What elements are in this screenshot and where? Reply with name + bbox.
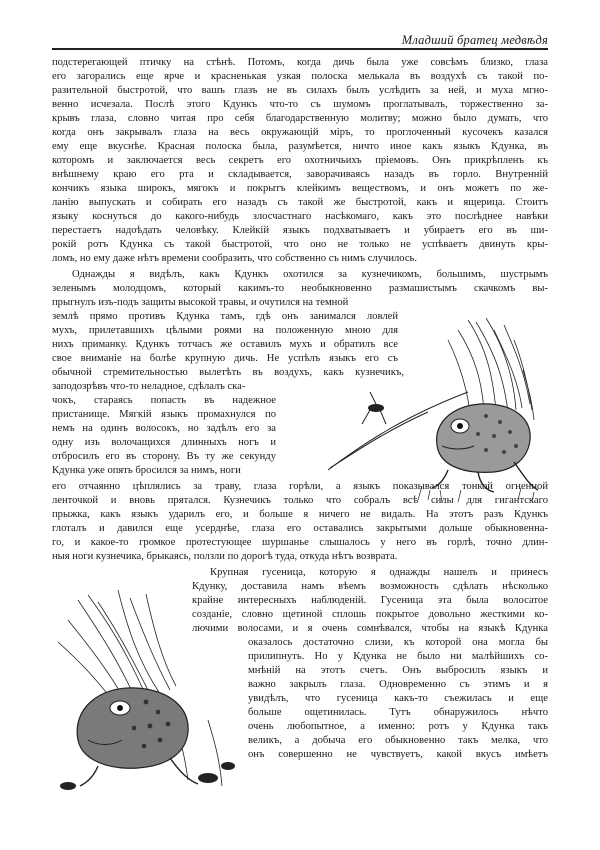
- text-line: больше ощетинилась. Тутъ обнаружилось нѣчто: [248, 707, 548, 718]
- text-line: Кдунку, доставила намъ вѣемъ возможность сдѣлать нѣсколько: [192, 581, 548, 592]
- header-title: Младший братец медвѣдя: [401, 33, 548, 47]
- text-line: го, и какое-то громкое протестующее шуршанье слышалось у него въ горлѣ, точно длин-: [52, 537, 548, 548]
- text-line: перестаетъ надоѣдать человѣку. Клейкій языкъ подхватываетъ и убираетъ его въ ши-: [52, 225, 548, 236]
- text-line: прилипнуть. Но у Кдунка не было ни малѣйшихъ со-: [248, 651, 548, 662]
- header-rule: [52, 48, 548, 50]
- text-line: оказалось достаточно слизи, къ которой она могла бы: [248, 637, 548, 648]
- text-line: отбросилъ его въ сторону. Въ ту же секунду: [52, 451, 276, 462]
- text-line: важно закрылъ глаза. Одновременно съ этимъ и я: [248, 679, 548, 690]
- text-line: внѣшнему краю его рта и складывается, заворачиваясь назадъ въ горло. Внутренній: [52, 169, 548, 180]
- text-line: глоталъ и давился еще усерднѣе, глаза его оставались закрытыми дольше обыкновенна-: [52, 523, 548, 534]
- text-line: зеленымъ молодцомъ, который какимъ-то необыкновенно размашистымъ скачкомъ вы-: [52, 283, 548, 294]
- text-line: свое вниманіе на болѣе крупную дичь. Не успѣлъ языкъ его съ: [52, 353, 398, 364]
- text-line: Крупная гусеница, которую я однажды нашелъ и принесъ: [210, 567, 548, 578]
- text-line: крывъ глаза, словно читая про себя благодарственную молитву; можно было думать, что: [52, 113, 548, 124]
- grasshopper-icon: [362, 392, 386, 424]
- text-line: пристанище. Мягкій языкъ промахнулся по: [52, 409, 276, 420]
- toad-grass-illustration: [58, 590, 248, 795]
- text-line: лючими волосами, и я очень сомнѣвался, чтобы на языкѣ Кдунка: [192, 623, 548, 634]
- text-line: ланію выпускать и собирать его назадъ съ такой же быстротой, какъ и ящерица. Стоитъ: [52, 197, 548, 208]
- text-line: очень любопытное, а именно: ротъ у Кдунка такъ: [248, 721, 548, 732]
- text-line: разительной быстротой, что вашъ глазъ не въ силахъ былъ услѣдить за ней, и муха мгно-: [52, 85, 548, 96]
- text-line: которомъ и заключается весь секретъ его охотничьихъ пріемовъ. Онъ прикрѣпленъ къ: [52, 155, 548, 166]
- text-line: великъ, а добыча его обыкновенно такъ мелка, что: [248, 735, 548, 746]
- text-line: ныя ноги кузнечика, брыкаясь, ползли по дорогѣ туда, откуда нѣтъ возврата.: [52, 551, 398, 562]
- text-line: мухъ, прилетавшихъ цѣлыми роями на положенную мною для: [52, 325, 398, 336]
- text-line: немъ на одинъ волосокъ, но задѣлъ его за: [52, 423, 276, 434]
- toad-icon: [77, 688, 198, 786]
- toad-icon: [432, 404, 538, 492]
- text-line: онъ совершенно не чувствуетъ, какой вкусъ имѣетъ: [248, 749, 548, 760]
- text-line: крайне интересныхъ наблюденій. Гусеница эта была волосатое: [192, 595, 548, 606]
- text-line: ему еще вкуснѣе. Красная полоска была, разумѣется, ничто иное какъ языкъ Кдунка, въ: [52, 141, 548, 152]
- text-line: нихъ приманку. Кдункъ тотчасъ же оставилъ мухъ и обратилъ все: [52, 339, 398, 350]
- text-line: когда онъ закрывалъ глаза на весь окружающій міръ, то проглоченный кусочекъ казался: [52, 127, 548, 138]
- text-line: ломъ, но ему даже нѣтъ времени сообразить, что собственно съ нимъ случилось.: [52, 253, 418, 264]
- text-line: венно исчезала. Послѣ этого Кдункъ что-то съ шумомъ проглатывалъ, торжественно за-: [52, 99, 548, 110]
- text-line: прыгнулъ изъ-подъ защиты высокой травы, и очутился на темной: [52, 297, 349, 308]
- text-line: чокъ, стараясь попасть въ надежное: [52, 395, 276, 406]
- text-line: Однажды я видѣлъ, какъ Кдункъ охотился за кузнечикомъ, большимъ, шустрымъ: [72, 269, 548, 280]
- text-line: кончикъ языка широкъ, мягокъ и покрытъ клейкимъ веществомъ, и онъ можетъ по же-: [52, 183, 548, 194]
- text-line: прыжка, какъ языкъ ударилъ его, и больше я ничего не видалъ. На этотъ разъ Кдункъ: [52, 509, 548, 520]
- text-line: ленточкой и вновь прятался. Кузнечикъ только что собралъ всѣ силы для гигантскаго: [52, 495, 548, 506]
- text-line: созданіе, словно щетиной сплошь покрытое довольно жесткими ко-: [192, 609, 548, 620]
- running-header: [0, 0, 600, 52]
- text-line: его отчаянно цѣплялись за траву, глаза горѣли, а языкъ показывался тонкой огненной: [52, 481, 548, 492]
- text-line: мнѣній на этотъ счетъ. Онъ выбросилъ языкъ и: [248, 665, 548, 676]
- text-line: Кдунка уже опять бросился за нимъ, ноги: [52, 465, 241, 476]
- text-line: подстерегающей птичку на стѣнѣ. Потомъ, когда дичь была уже совсѣмъ близко, глаза: [52, 57, 548, 68]
- text-line: рокій ротъ Кдунка съ такой быстротой, что оно не только не успѣваетъ двинуть кры-: [52, 239, 548, 250]
- ground-grass: [418, 486, 534, 502]
- text-line: одну изъ волочащихся длинныхъ ногъ и: [52, 437, 276, 448]
- text-line: его загорались еще ярче и красненькая узкая полоска мелькала въ воздухѣ съ такой по-: [52, 71, 548, 82]
- text-line: обычной стремительностью вылетѣть въ воздухъ, какъ кузнечикъ,: [52, 367, 404, 378]
- toad-grasshopper-illustration: [318, 300, 550, 508]
- text-line: заподозрѣвъ что-то неладное, сдѣлалъ ска-: [52, 381, 246, 392]
- text-line: землѣ прямо противъ Кдунка тамъ, гдѣ онъ занимался ловлей: [52, 311, 398, 322]
- text-line: увидѣлъ, что гусеница какъ-то съежилась и еще: [248, 693, 548, 704]
- text-line: языку коснуться до какого-нибудь злосчастнаго насѣкомаго, какъ это послѣднее навѣки: [52, 211, 548, 222]
